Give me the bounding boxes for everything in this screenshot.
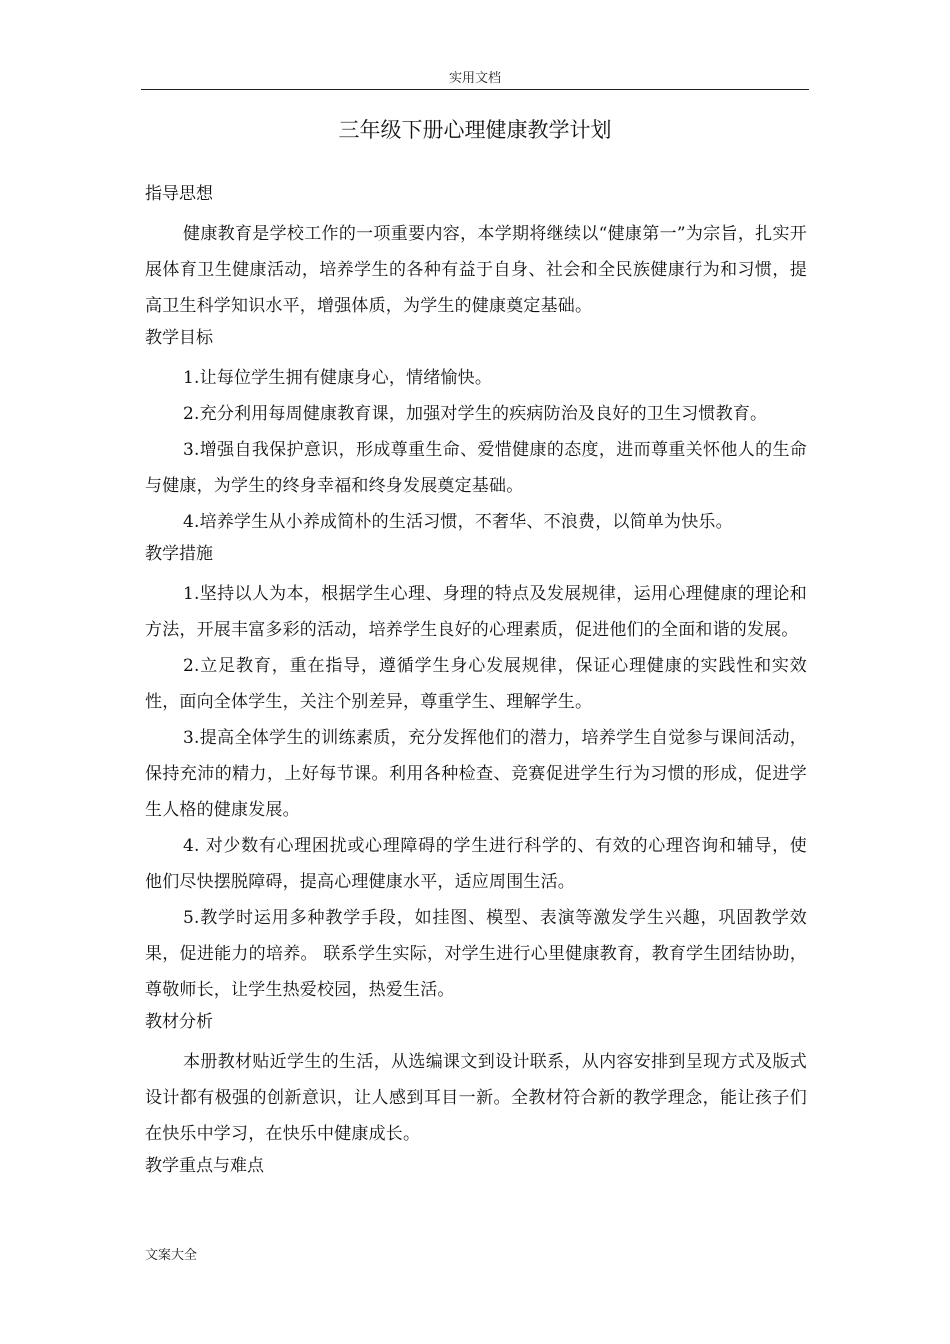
section-heading: 教材分析 xyxy=(145,1012,213,1032)
paragraph: 4.培养学生从小养成简朴的生活习惯，不奢华、不浪费，以简单为快乐。 xyxy=(183,512,733,532)
page-footer: 文案大全 xyxy=(145,1248,198,1263)
paragraph: 3.增强自我保护意识，形成尊重生命、爱惜健康的态度，进而尊重关怀他人的生命与健康，为学生的终身幸福和终身发展奠定基础。 xyxy=(145,440,807,496)
paragraph: 5.教学时运用多种教学手段，如挂图、模型、表演等激发学生兴趣，巩固教学效果，促进能力的培养。 联系学生实际，对学生进行心里健康教育，教育学生团结协助，尊敬师长，让学生热爱校园，热爱生活。 xyxy=(145,908,807,1000)
paragraph: 3.提高全体学生的训练素质，充分发挥他们的潜力，培养学生自觉参与课间活动，保持充沛的精力，上好每节课。利用各种检查、竞赛促进学生行为习惯的形成，促进学生人格的健康发展。 xyxy=(145,728,807,820)
section-heading: 指导思想 xyxy=(145,184,213,204)
section-key-points xyxy=(145,1152,807,1181)
paragraph: 1.让每位学生拥有健康身心，情绪愉快。 xyxy=(183,368,493,388)
section-heading: 教学措施 xyxy=(145,544,213,564)
section-teaching-measures xyxy=(145,540,807,1008)
document-title: 三年级下册心理健康教学计划 xyxy=(338,118,612,142)
section-guiding-ideology xyxy=(145,180,807,324)
paragraph: 2.立足教育，重在指导，遵循学生身心发展规律，保证心理健康的实践性和实效性，面向全体学生，关注个别差异，尊重学生、理解学生。 xyxy=(145,656,807,712)
paragraph: 2.充分利用每周健康教育课，加强对学生的疾病防治及良好的卫生习惯教育。 xyxy=(183,404,768,424)
paragraph: 健康教育是学校工作的一项重要内容，本学期将继续以“健康第一”为宗旨，扎实开展体育卫生健康活动，培养学生的各种有益于自身、社会和全民族健康行为和习惯，提高卫生科学知识水平，增强体质，为学生的健康奠定基础。 xyxy=(145,224,807,316)
paragraph: 1.坚持以人为本，根据学生心理、身理的特点及发展规律，运用心理健康的理论和方法，开展丰富多彩的活动，培养学生良好的心理素质，促进他们的全面和谐的发展。 xyxy=(145,584,807,640)
document-body xyxy=(145,180,807,1188)
page-header: 实用文档 xyxy=(448,71,501,86)
section-heading: 教学重点与难点 xyxy=(145,1156,264,1176)
section-textbook-analysis xyxy=(145,1008,807,1152)
section-teaching-goals xyxy=(145,324,807,540)
section-heading: 教学目标 xyxy=(145,328,213,348)
paragraph: 4. 对少数有心理困扰或心理障碍的学生进行科学的、有效的心理咨询和辅导，使他们尽快摆脱障碍，提高心理健康水平，适应周围生活。 xyxy=(145,836,807,892)
paragraph: 本册教材贴近学生的生活，从选编课文到设计联系，从内容安排到呈现方式及版式设计都有极强的创新意识，让人感到耳目一新。全教材符合新的教学理念，能让孩子们在快乐中学习，在快乐中健康成长。 xyxy=(145,1052,807,1144)
header-rule xyxy=(141,89,809,90)
